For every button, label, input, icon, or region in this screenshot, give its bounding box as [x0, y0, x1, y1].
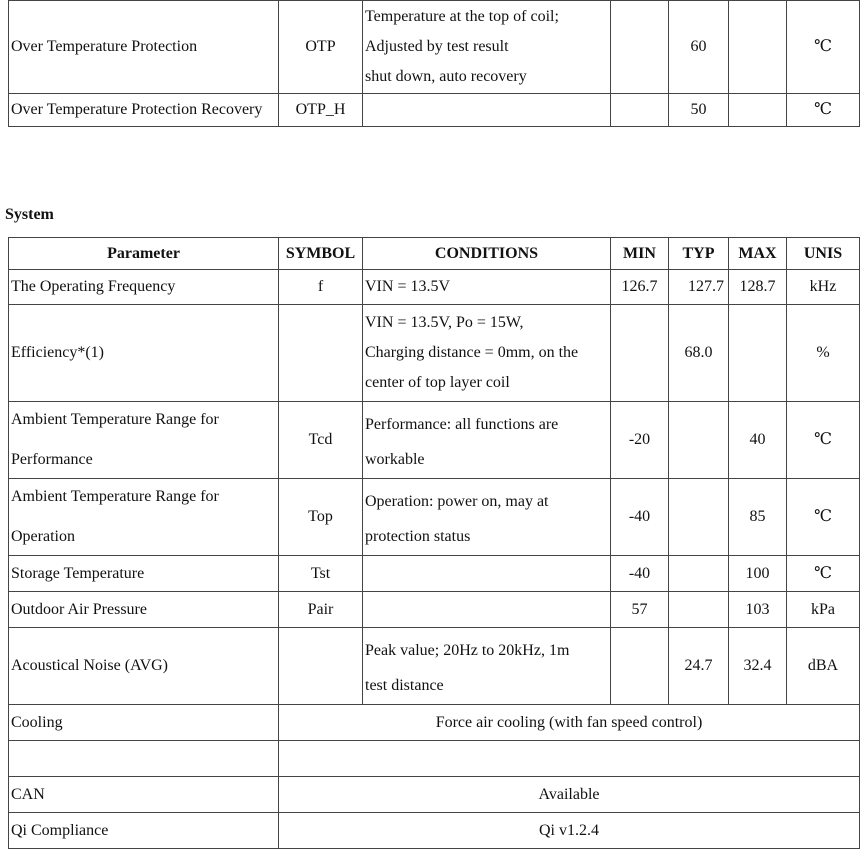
- table-row: [9, 813, 860, 849]
- condition-line: VIN = 13.5V, Po = 15W,: [365, 314, 524, 331]
- typ-cell: 127.7: [669, 270, 729, 305]
- condition-line: Peak value; 20Hz to 20kHz, 1m: [365, 642, 570, 659]
- table-row: [9, 556, 860, 592]
- conditions-cell: [363, 479, 611, 556]
- typ-cell: 68.0: [669, 305, 729, 402]
- min-cell: -40: [611, 479, 669, 556]
- max-cell: 40: [729, 402, 787, 479]
- parameter-cell: Over Temperature Protection: [9, 1, 279, 94]
- parameter-cell: [9, 741, 279, 777]
- table-row: [9, 1, 860, 94]
- min-cell: 126.7: [611, 270, 669, 305]
- span-value-cell: Qi v1.2.4: [279, 813, 860, 849]
- parameter-line: Ambient Temperature Range for: [11, 411, 219, 428]
- condition-line: shut down, auto recovery: [365, 68, 527, 85]
- parameter-cell: [9, 479, 279, 556]
- typ-cell: [669, 479, 729, 556]
- symbol-cell: Top: [279, 479, 363, 556]
- conditions-cell: [363, 556, 611, 592]
- table-row: [9, 402, 860, 479]
- unit-cell: ℃: [787, 94, 860, 127]
- parameter-line: Operation: [11, 528, 75, 545]
- header-max: MAX: [729, 238, 787, 270]
- max-cell: [729, 1, 787, 94]
- condition-line: center of top layer coil: [365, 374, 510, 391]
- parameter-line: Acoustical Noise (AVG): [11, 657, 169, 674]
- conditions-cell: [363, 270, 611, 305]
- unit-cell: kHz: [787, 270, 860, 305]
- header-min: MIN: [611, 238, 669, 270]
- table-row: [9, 305, 860, 402]
- parameter-line: The Operating Frequency: [11, 278, 176, 295]
- table-row: [9, 628, 860, 705]
- header-symbol: SYMBOL: [279, 238, 363, 270]
- protection-table: [8, 0, 860, 127]
- condition-line: VIN = 13.5V: [365, 278, 451, 295]
- conditions-cell: [363, 94, 611, 127]
- table-row: [9, 592, 860, 628]
- header-conditions: CONDITIONS: [363, 238, 611, 270]
- typ-cell: [669, 592, 729, 628]
- min-cell: [611, 94, 669, 127]
- parameter-line: Performance: [11, 451, 93, 468]
- min-cell: -40: [611, 556, 669, 592]
- symbol-cell: [279, 305, 363, 402]
- condition-line: test distance: [365, 677, 444, 694]
- unit-cell: ℃: [787, 479, 860, 556]
- condition-line: Performance: all functions are: [365, 416, 559, 433]
- parameter-cell: [9, 592, 279, 628]
- span-value-cell: Force air cooling (with fan speed control): [279, 705, 860, 741]
- max-cell: 103: [729, 592, 787, 628]
- parameter-cell: Cooling: [9, 705, 279, 741]
- conditions-cell: [363, 402, 611, 479]
- symbol-cell: OTP_H: [279, 94, 363, 127]
- max-cell: 32.4: [729, 628, 787, 705]
- parameter-cell: [9, 305, 279, 402]
- typ-cell: 60: [669, 1, 729, 94]
- max-cell: 128.7: [729, 270, 787, 305]
- min-cell: [611, 305, 669, 402]
- unit-cell: ℃: [787, 402, 860, 479]
- parameter-line: Storage Temperature: [11, 564, 145, 582]
- min-cell: 57: [611, 592, 669, 628]
- max-cell: 100: [729, 556, 787, 592]
- table-row: [9, 741, 860, 777]
- span-value-cell: [279, 741, 860, 777]
- conditions-cell: [363, 592, 611, 628]
- symbol-cell: Pair: [279, 592, 363, 628]
- header-unit: UNIS: [787, 238, 860, 270]
- parameter-cell: [9, 402, 279, 479]
- header-typ: TYP: [669, 238, 729, 270]
- max-cell: [729, 305, 787, 402]
- typ-cell: [669, 556, 729, 592]
- parameter-cell: Over Temperature Protection Recovery: [9, 94, 279, 127]
- unit-cell: dBA: [787, 628, 860, 705]
- unit-cell: ℃: [787, 1, 860, 94]
- table-row: [9, 777, 860, 813]
- parameter-cell: [9, 628, 279, 705]
- table-row: [9, 270, 860, 305]
- parameter-cell: [9, 270, 279, 305]
- unit-cell: ℃: [787, 556, 860, 592]
- condition-line: Temperature at the top of coil;: [365, 8, 559, 25]
- table-row: [9, 479, 860, 556]
- typ-cell: 50: [669, 94, 729, 127]
- symbol-cell: Tcd: [279, 402, 363, 479]
- symbol-cell: OTP: [279, 1, 363, 94]
- parameter-line: Outdoor Air Pressure: [11, 600, 147, 618]
- max-cell: [729, 94, 787, 127]
- symbol-cell: f: [279, 270, 363, 305]
- condition-line: Operation: power on, may at: [365, 493, 549, 510]
- condition-line: protection status: [365, 528, 471, 545]
- table-row: [9, 94, 860, 127]
- parameter-cell: Qi Compliance: [9, 813, 279, 849]
- min-cell: [611, 628, 669, 705]
- typ-cell: [669, 402, 729, 479]
- unit-cell: %: [787, 305, 860, 402]
- condition-line: Adjusted by test result: [365, 38, 509, 55]
- symbol-cell: [279, 628, 363, 705]
- system-table: [8, 237, 860, 849]
- section-title: System: [5, 206, 54, 223]
- header-row: [9, 238, 860, 270]
- conditions-cell: [363, 1, 611, 94]
- symbol-cell: Tst: [279, 556, 363, 592]
- conditions-cell: [363, 628, 611, 705]
- unit-cell: kPa: [787, 592, 860, 628]
- condition-line: Charging distance = 0mm, on the: [365, 344, 579, 361]
- min-cell: -20: [611, 402, 669, 479]
- header-parameter: Parameter: [9, 238, 279, 270]
- span-value-cell: Available: [279, 777, 860, 813]
- parameter-cell: [9, 556, 279, 592]
- parameter-line: Ambient Temperature Range for: [11, 488, 219, 505]
- conditions-cell: [363, 305, 611, 402]
- typ-cell: 24.7: [669, 628, 729, 705]
- condition-line: workable: [365, 451, 425, 468]
- max-cell: 85: [729, 479, 787, 556]
- parameter-cell: CAN: [9, 777, 279, 813]
- table-row: [9, 705, 860, 741]
- min-cell: [611, 1, 669, 94]
- parameter-line: Efficiency*(1): [11, 344, 104, 361]
